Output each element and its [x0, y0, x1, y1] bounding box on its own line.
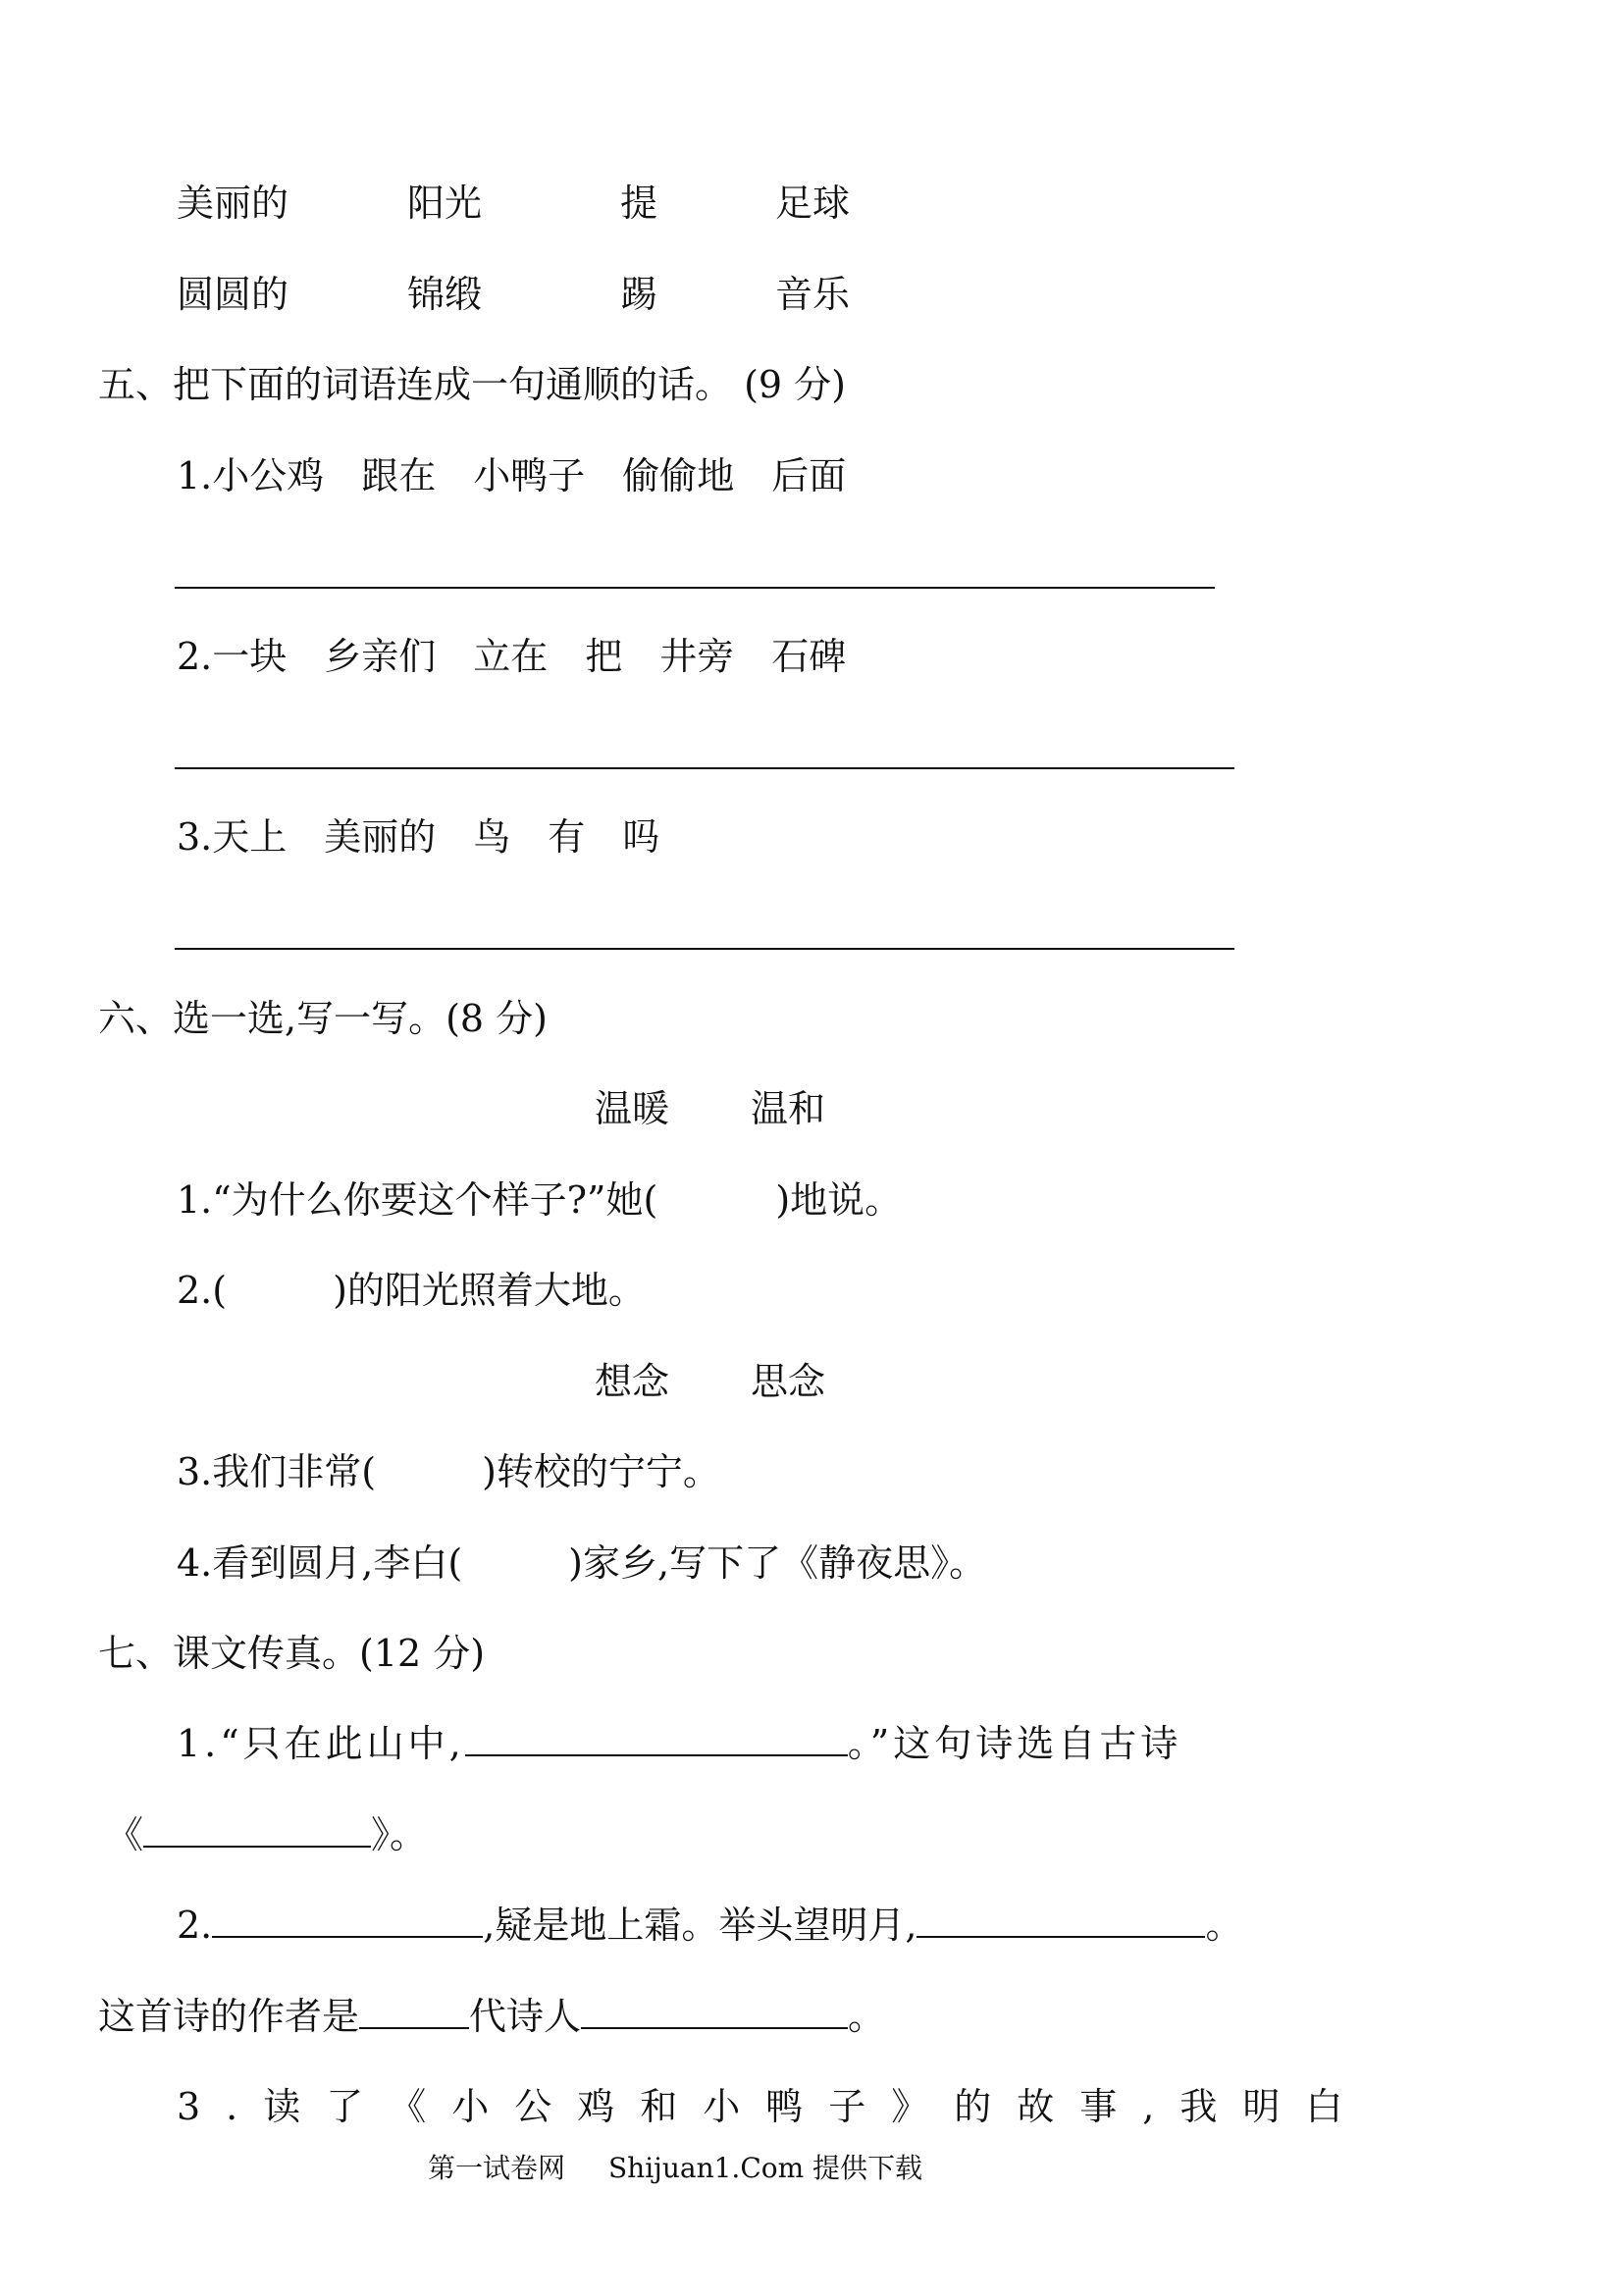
section-7-question-2: 2. ,疑是地上霜。举头望明月, 。: [177, 1904, 1243, 1947]
answer-line[interactable]: [175, 767, 1234, 769]
match-word: 美丽的: [177, 182, 289, 225]
section-5-title: 五、把下面的词语连成一句通顺的话。 (9 分): [98, 363, 846, 406]
choice-word: 温暖: [595, 1087, 670, 1130]
section-7-question-2-line-2: 这首诗的作者是 代诗人 。: [98, 1995, 886, 2038]
match-word: 音乐: [775, 273, 851, 316]
choice-word: 思念: [751, 1360, 826, 1403]
answer-line[interactable]: [175, 948, 1234, 950]
fill-blank-line[interactable]: [581, 2026, 848, 2029]
section-5-item-3: 3.天上 美丽的 鸟 有 吗: [177, 815, 660, 859]
footer-provider-text: 提供下载: [812, 2152, 923, 2184]
section-6-title: 六、选一选,写一写。(8 分): [98, 997, 548, 1040]
fill-blank-line[interactable]: [212, 1935, 483, 1938]
section-5-item-1: 1.小公鸡 跟在 小鸭子 偷偷地 后面: [177, 454, 847, 497]
match-word: 提: [620, 182, 658, 225]
footer-site-name: 第一试卷网: [428, 2152, 566, 2184]
section-5-item-2: 2.一块 乡亲们 立在 把 井旁 石碑: [177, 635, 847, 678]
fill-blank-line[interactable]: [917, 1935, 1205, 1938]
section-7-question-1: 1.“只在此山中, 。”这句诗选自古诗: [177, 1722, 1182, 1765]
section-6-question-2: 2.( )的阳光照着大地。: [177, 1269, 646, 1312]
match-word: 踢: [620, 273, 658, 316]
choice-word: 温和: [751, 1087, 826, 1130]
section-6-question-1: 1.“为什么你要这个样子?”她( )地说。: [177, 1178, 903, 1222]
footer-site-url[interactable]: Shijuan1.Com: [608, 2152, 805, 2184]
match-word: 阳光: [407, 182, 483, 225]
section-6-question-3: 3.我们非常( )转校的宁宁。: [177, 1450, 720, 1493]
match-word: 足球: [775, 182, 851, 225]
fill-blank-line[interactable]: [143, 1845, 371, 1848]
section-7-title: 七、课文传真。(12 分): [98, 1632, 486, 1675]
section-7-question-3: 3.读了《小公鸡和小鸭子》的故事,我明白: [177, 2085, 1369, 2128]
choice-word: 想念: [595, 1360, 670, 1403]
section-7-question-1-line-2: 《 》。: [106, 1813, 428, 1856]
fill-blank-line[interactable]: [465, 1753, 848, 1756]
match-word: 圆圆的: [177, 273, 289, 316]
match-word: 锦缎: [407, 273, 483, 316]
answer-line[interactable]: [175, 587, 1215, 589]
fill-blank-line[interactable]: [359, 2026, 469, 2029]
section-6-question-4: 4.看到圆月,李白( )家乡,写下了《静夜思》。: [177, 1541, 987, 1585]
